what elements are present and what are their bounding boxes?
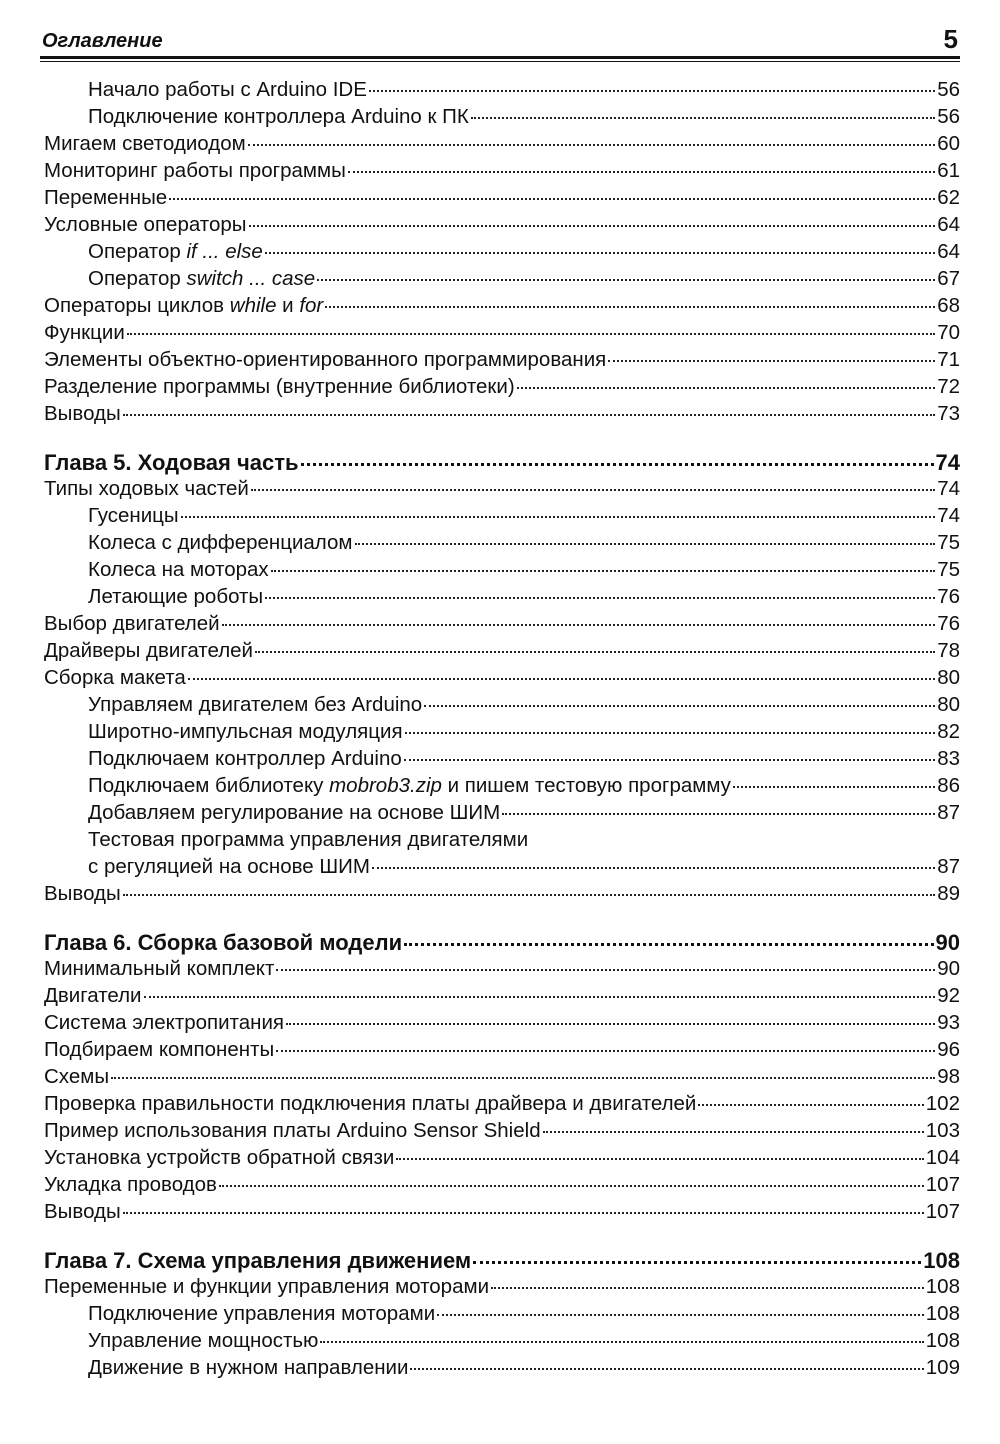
toc-chapter-7[interactable] — [44, 1248, 960, 1275]
toc-entry-page: 89 — [937, 882, 960, 905]
dot-leader — [320, 1341, 923, 1343]
toc-entry-title: Проверка правильности подключения платы драйвера и двигателей — [44, 1092, 697, 1115]
toc-entry[interactable] — [44, 1329, 960, 1356]
toc-entry-page: 93 — [937, 1011, 960, 1034]
toc-entry-title: Широтно-импульсная модуляция — [88, 720, 403, 743]
toc-entry-page: 107 — [925, 1200, 960, 1223]
toc-entry-title: Разделение программы (внутренние библиотеки) — [44, 375, 515, 398]
dot-leader — [111, 1077, 935, 1079]
toc-entry-title — [88, 774, 731, 798]
toc-entry-page: 103 — [925, 1119, 960, 1142]
toc-entry-title: Добавляем регулирование на основе ШИМ — [88, 801, 501, 824]
toc-entry[interactable] — [44, 105, 960, 132]
toc-entry[interactable] — [44, 957, 960, 984]
chapter-page: 74 — [935, 450, 960, 475]
toc-entry-title: Подключение управления моторами — [88, 1302, 436, 1325]
toc-entry-title: Выводы — [44, 882, 121, 905]
toc-entry[interactable] — [44, 402, 960, 429]
toc-entry-title: с регуляцией на основе ШИМ — [88, 855, 370, 878]
toc-entry-title: Управление мощностью — [88, 1329, 319, 1352]
dot-leader — [255, 651, 935, 653]
toc-entry-title: Выводы — [44, 402, 121, 425]
dot-leader — [219, 1185, 924, 1187]
toc-entry[interactable] — [44, 855, 960, 882]
page-header — [40, 22, 960, 62]
toc-entry-title: Схемы — [44, 1065, 110, 1088]
dot-leader — [348, 171, 935, 173]
chapter-page: 90 — [935, 930, 960, 955]
toc-entry-title — [88, 240, 263, 264]
title-text: Операторы циклов — [44, 294, 230, 317]
dot-leader — [265, 597, 935, 599]
toc-entry-page: 108 — [925, 1329, 960, 1352]
toc-entry-first-line[interactable]: Тестовая программа управления двигателями — [88, 828, 529, 851]
dot-leader — [286, 1023, 935, 1025]
toc-entry-title: Колеса с дифференциалом — [88, 531, 353, 554]
toc-entry-title: Гусеницы — [88, 504, 179, 527]
toc-entry-page: 86 — [937, 774, 960, 797]
running-header-title: Оглавление — [42, 30, 163, 52]
chapter-title: Глава 5. Ходовая часть — [44, 450, 299, 475]
dot-leader — [123, 1212, 924, 1214]
toc-entry[interactable] — [44, 1173, 960, 1200]
toc-entry-page: 75 — [937, 558, 960, 581]
toc-entry-page: 76 — [937, 585, 960, 608]
dot-leader — [251, 489, 935, 491]
toc-entry-title — [44, 294, 323, 318]
toc-entry-page: 87 — [937, 855, 960, 878]
toc-entry-title: Типы ходовых частей — [44, 477, 249, 500]
toc-entry-page: 64 — [937, 240, 960, 263]
toc-entry-title: Условные операторы — [44, 213, 247, 236]
dot-leader — [473, 1261, 921, 1264]
title-code: for — [299, 294, 324, 317]
dot-leader — [502, 813, 935, 815]
toc-entry[interactable] — [44, 213, 960, 240]
toc-entry-page: 56 — [937, 105, 960, 128]
dot-leader — [301, 463, 934, 466]
toc-entry-page: 96 — [937, 1038, 960, 1061]
toc-entry[interactable] — [44, 1119, 960, 1146]
dot-leader — [123, 414, 935, 416]
toc-entry-page: 109 — [925, 1356, 960, 1379]
dot-leader — [396, 1158, 923, 1160]
toc-entry[interactable] — [44, 240, 960, 267]
toc-entry-page: 56 — [937, 78, 960, 101]
toc-entry-page: 80 — [937, 666, 960, 689]
dot-leader — [325, 306, 935, 308]
toc-entry-page: 90 — [937, 957, 960, 980]
toc-entry-title: Система электропитания — [44, 1011, 285, 1034]
dot-leader — [491, 1287, 924, 1289]
toc-entry[interactable] — [44, 348, 960, 375]
toc-entry-page: 70 — [937, 321, 960, 344]
dot-leader — [404, 759, 935, 761]
dot-leader — [271, 570, 936, 572]
toc-entry-title: Управляем двигателем без Arduino — [88, 693, 423, 716]
toc-entry[interactable] — [44, 132, 960, 159]
toc-entry[interactable] — [44, 1146, 960, 1173]
dot-leader — [437, 1314, 924, 1316]
toc-entry-title: Пример использования платы Arduino Sensor Shield — [44, 1119, 541, 1142]
toc-entry[interactable] — [44, 666, 960, 693]
toc-entry-page: 87 — [937, 801, 960, 824]
toc-entry[interactable] — [44, 1092, 960, 1119]
dot-leader — [405, 732, 936, 734]
toc-entry-page: 108 — [925, 1275, 960, 1298]
title-filename: mobrob3.zip — [329, 774, 442, 797]
chapter-page: 108 — [923, 1248, 960, 1273]
dot-leader — [265, 252, 935, 254]
toc-entry-title: Переменные — [44, 186, 168, 209]
toc-chapter-6[interactable] — [44, 930, 960, 957]
toc-entry[interactable] — [44, 1356, 960, 1383]
toc-entry[interactable] — [44, 477, 960, 504]
toc-entry[interactable] — [44, 1038, 960, 1065]
toc-entry-title — [88, 267, 315, 291]
dot-leader — [317, 279, 935, 281]
dot-leader — [424, 705, 935, 707]
toc-entry-page: 68 — [937, 294, 960, 317]
toc-entry[interactable] — [44, 1302, 960, 1329]
toc-entry-page: 78 — [937, 639, 960, 662]
toc-entry-title: Функции — [44, 321, 125, 344]
title-code: while — [229, 294, 277, 317]
toc-entry-page: 64 — [937, 213, 960, 236]
dot-leader — [249, 225, 936, 227]
toc-entry-title: Переменные и функции управления моторами — [44, 1275, 490, 1298]
toc-entry-page: 61 — [937, 159, 960, 182]
dot-leader — [127, 333, 935, 335]
header-rule — [40, 56, 960, 59]
dot-leader — [404, 943, 933, 946]
toc-entry-page: 72 — [937, 375, 960, 398]
toc-entry-title: Минимальный комплект — [44, 957, 275, 980]
chapter-title: Глава 6. Сборка базовой модели — [44, 930, 403, 955]
toc-entry[interactable] — [44, 1200, 960, 1227]
toc-entry-title: Мигаем светодиодом — [44, 132, 246, 155]
toc-entry-page: 60 — [937, 132, 960, 155]
toc-entry-title: Сборка макета — [44, 666, 186, 689]
toc-entry-page: 102 — [925, 1092, 960, 1115]
toc-entry-title: Подбираем компоненты — [44, 1038, 275, 1061]
toc-entry[interactable] — [44, 747, 960, 774]
toc-entry-page: 80 — [937, 693, 960, 716]
dot-leader — [123, 894, 935, 896]
toc-entry-title: Выбор двигателей — [44, 612, 220, 635]
toc-entry-page: 82 — [937, 720, 960, 743]
toc-entry[interactable] — [44, 882, 960, 909]
toc-entry-page: 98 — [937, 1065, 960, 1088]
toc-entry-page: 76 — [937, 612, 960, 635]
toc-entry[interactable] — [44, 693, 960, 720]
toc-entry-title: Колеса на моторах — [88, 558, 269, 581]
dot-leader — [169, 198, 935, 200]
toc-entry[interactable] — [44, 186, 960, 213]
dot-leader — [608, 360, 935, 362]
toc-entry[interactable] — [44, 375, 960, 402]
toc-entry-page: 104 — [925, 1146, 960, 1169]
title-text: Оператор — [88, 267, 187, 290]
title-text: Подключаем библиотеку — [88, 774, 330, 797]
toc-entry-page: 107 — [925, 1173, 960, 1196]
toc-entry-page: 67 — [937, 267, 960, 290]
toc-entry[interactable] — [44, 504, 960, 531]
page-number: 5 — [943, 24, 958, 54]
toc-entry-page: 74 — [937, 477, 960, 500]
toc-entry[interactable] — [44, 294, 960, 321]
toc-entry-title: Укладка проводов — [44, 1173, 217, 1196]
toc-entry[interactable] — [44, 267, 960, 294]
toc-entry-title: Установка устройств обратной связи — [44, 1146, 395, 1169]
toc-entry[interactable] — [44, 774, 960, 801]
dot-leader — [355, 543, 936, 545]
toc-entry-title: Двигатели — [44, 984, 142, 1007]
dot-leader — [248, 144, 935, 146]
dot-leader — [276, 1050, 935, 1052]
toc-entry[interactable] — [44, 1275, 960, 1302]
title-text: и пишем тестовую программу — [441, 774, 731, 797]
toc-entry-page: 62 — [937, 186, 960, 209]
toc-entry[interactable] — [44, 531, 960, 558]
toc-entry[interactable] — [44, 558, 960, 585]
dot-leader — [733, 786, 935, 788]
toc-entry-title: Подключение контроллера Arduino к ПК — [88, 105, 469, 128]
toc-entry-title: Летающие роботы — [88, 585, 264, 608]
toc-entry-page: 83 — [937, 747, 960, 770]
title-text: Оператор — [88, 240, 187, 263]
dot-leader — [543, 1131, 924, 1133]
toc-entry[interactable] — [44, 612, 960, 639]
toc-entry[interactable] — [44, 78, 960, 105]
dot-leader — [471, 117, 935, 119]
chapter-title: Глава 7. Схема управления движением — [44, 1248, 472, 1273]
toc-entry[interactable] — [44, 585, 960, 612]
dot-leader — [144, 996, 936, 998]
toc-entry-page: 74 — [937, 504, 960, 527]
dot-leader — [181, 516, 936, 518]
toc-entry[interactable] — [44, 984, 960, 1011]
toc-entry-page: 73 — [937, 402, 960, 425]
toc-entry[interactable] — [44, 321, 960, 348]
toc-entry-title: Движение в нужном направлении — [88, 1356, 409, 1379]
dot-leader — [222, 624, 936, 626]
dot-leader — [517, 387, 936, 389]
title-code: switch ... case — [186, 267, 316, 290]
toc-entry-title: Подключаем контроллер Arduino — [88, 747, 402, 770]
dot-leader — [276, 969, 935, 971]
table-of-contents — [44, 78, 960, 1383]
toc-entry[interactable] — [44, 159, 960, 186]
title-text: и — [276, 294, 300, 317]
dot-leader — [369, 90, 935, 92]
toc-entry-title: Выводы — [44, 1200, 121, 1223]
toc-entry[interactable] — [44, 1065, 960, 1092]
toc-entry[interactable] — [44, 1011, 960, 1038]
dot-leader — [372, 867, 935, 869]
toc-entry-page: 108 — [925, 1302, 960, 1325]
dot-leader — [698, 1104, 923, 1106]
toc-entry-title: Драйверы двигателей — [44, 639, 254, 662]
toc-entry-page: 75 — [937, 531, 960, 554]
toc-entry-title: Начало работы с Arduino IDE — [88, 78, 367, 101]
toc-entry-title: Мониторинг работы программы — [44, 159, 346, 182]
toc-entry[interactable] — [44, 720, 960, 747]
title-code: if ... else — [186, 240, 263, 263]
header-rule-thin — [40, 61, 960, 62]
toc-entry[interactable] — [44, 801, 960, 828]
toc-entry[interactable] — [44, 639, 960, 666]
dot-leader — [188, 678, 935, 680]
toc-chapter-5[interactable] — [44, 450, 960, 477]
toc-entry-page: 71 — [937, 348, 960, 371]
toc-entry-page: 92 — [937, 984, 960, 1007]
toc-entry-title: Элементы объектно-ориентированного программирования — [44, 348, 607, 371]
dot-leader — [410, 1368, 923, 1370]
